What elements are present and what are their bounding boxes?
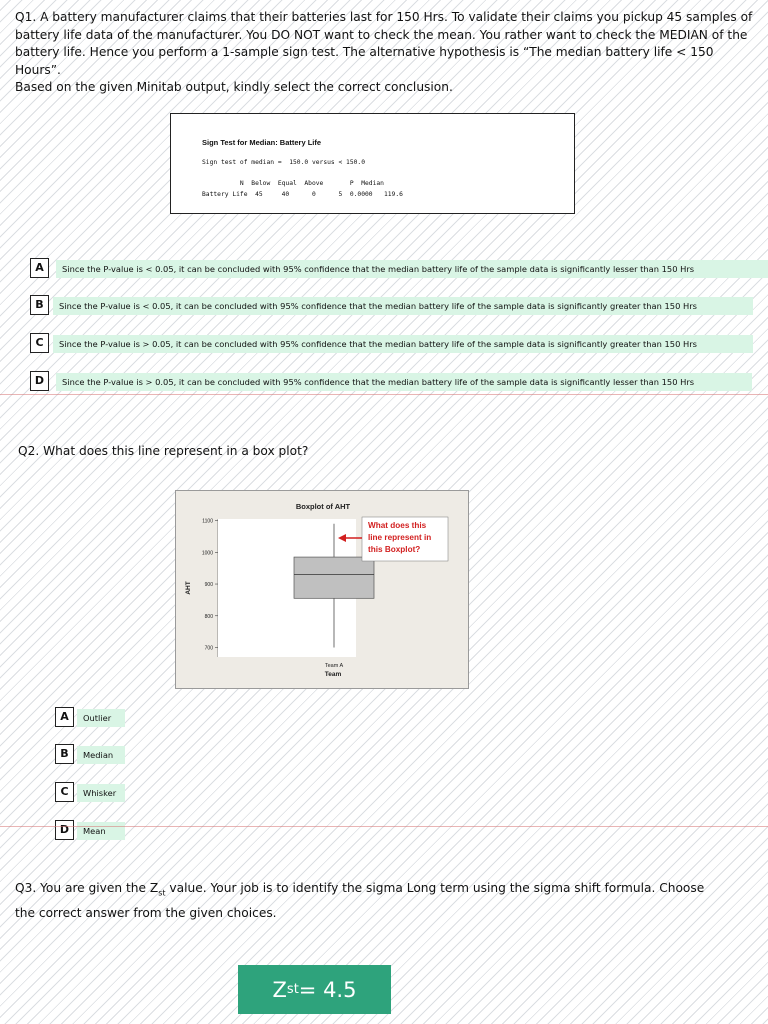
q2-option-b-letter[interactable]: B <box>55 744 74 764</box>
y-tick-label: 1100 <box>202 518 213 525</box>
y-tick-label: 900 <box>204 582 213 589</box>
box <box>294 557 374 598</box>
q1-option-b[interactable]: Since the P-value is < 0.05, it can be concluded with 95% confidence that the median battery life of the sample data is significantly greater than 150 Hrs <box>53 297 753 315</box>
q1-option-b-letter[interactable]: B <box>30 295 49 315</box>
annotation-text: What does this <box>368 521 427 530</box>
plot-area <box>218 519 374 657</box>
q1-line: Based on the given Minitab output, kindly select the correct conclusion. <box>15 80 453 94</box>
q2-option-c-letter[interactable]: C <box>55 782 74 802</box>
q1-option-a-letter[interactable]: A <box>30 258 49 278</box>
q2-option-c[interactable]: Whisker <box>77 784 125 802</box>
z-value-box: Z st = 4.5 <box>238 965 391 1014</box>
y-tick-label: 700 <box>204 645 213 652</box>
q3-line: the correct answer from the given choices. <box>15 905 277 920</box>
minitab-header: N Below Equal Above P Median <box>202 180 384 187</box>
annotation-text: line represent in <box>368 533 432 542</box>
q1-option-d[interactable]: Since the P-value is > 0.05, it can be concluded with 95% confidence that the median battery life of the sample data is significantly lesser than 150 Hrs <box>56 373 752 391</box>
q2-question: Q2. What does this line represent in a box plot? <box>18 444 309 458</box>
q1-line: battery life. Hence you perform a 1-sample sign test. The alternative hypothesis is “The median battery life < 150 Hours”. <box>15 45 714 77</box>
q2-option-a-letter[interactable]: A <box>55 707 74 727</box>
q3-line: Q3. You are given the $Z_{st}$ value. Your job is to identify the sigma Long term using the sigma shift formula. Choose <box>15 881 705 898</box>
q1-option-d-letter[interactable]: D <box>30 371 49 391</box>
x-axis-label: Team <box>324 671 342 678</box>
q1-option-a[interactable]: Since the P-value is < 0.05, it can be concluded with 95% confidence that the median battery life of the sample data is significantly lesser than 150 Hrs <box>56 260 768 278</box>
y-axis-label: AHT <box>185 581 192 595</box>
q1-line: battery life data of the manufacturer. You DO NOT want to check the mean. You rather want to check the MEDIAN of the <box>15 27 748 42</box>
minitab-row: Battery Life 45 40 0 5 0.0000 119.6 <box>202 191 403 198</box>
q3-question <box>15 880 755 922</box>
q2-option-b[interactable]: Median <box>77 746 125 764</box>
boxplot-svg <box>176 491 468 688</box>
q1-line: Q1. A battery manufacturer claims that their batteries last for 150 Hrs. To validate their claims you pickup 45 samples of <box>15 10 753 24</box>
boxplot-chart <box>175 490 469 689</box>
q2-option-a[interactable]: Outlier <box>77 709 125 727</box>
minitab-subtitle: Sign test of median = 150.0 versus < 150.0 <box>202 159 366 166</box>
q1-option-c-letter[interactable]: C <box>30 333 49 353</box>
q2-option-d[interactable]: Mean <box>77 822 125 840</box>
y-tick-label: 800 <box>204 613 213 620</box>
q1-option-c[interactable]: Since the P-value is > 0.05, it can be concluded with 95% confidence that the median battery life of the sample data is significantly greater than 150 Hrs <box>53 335 753 353</box>
chart-title: Boxplot of AHT <box>295 502 351 511</box>
y-tick-label: 1000 <box>201 550 213 557</box>
q1-question <box>15 9 760 97</box>
minitab-output <box>170 113 575 214</box>
q2-option-d-letter[interactable]: D <box>55 820 74 840</box>
annotation-text: this Boxplot? <box>368 545 421 554</box>
section-divider <box>0 826 768 827</box>
x-tick-label: Team A <box>324 663 344 669</box>
section-divider <box>0 394 768 395</box>
minitab-title: Sign Test for Median: Battery Life <box>202 138 322 147</box>
